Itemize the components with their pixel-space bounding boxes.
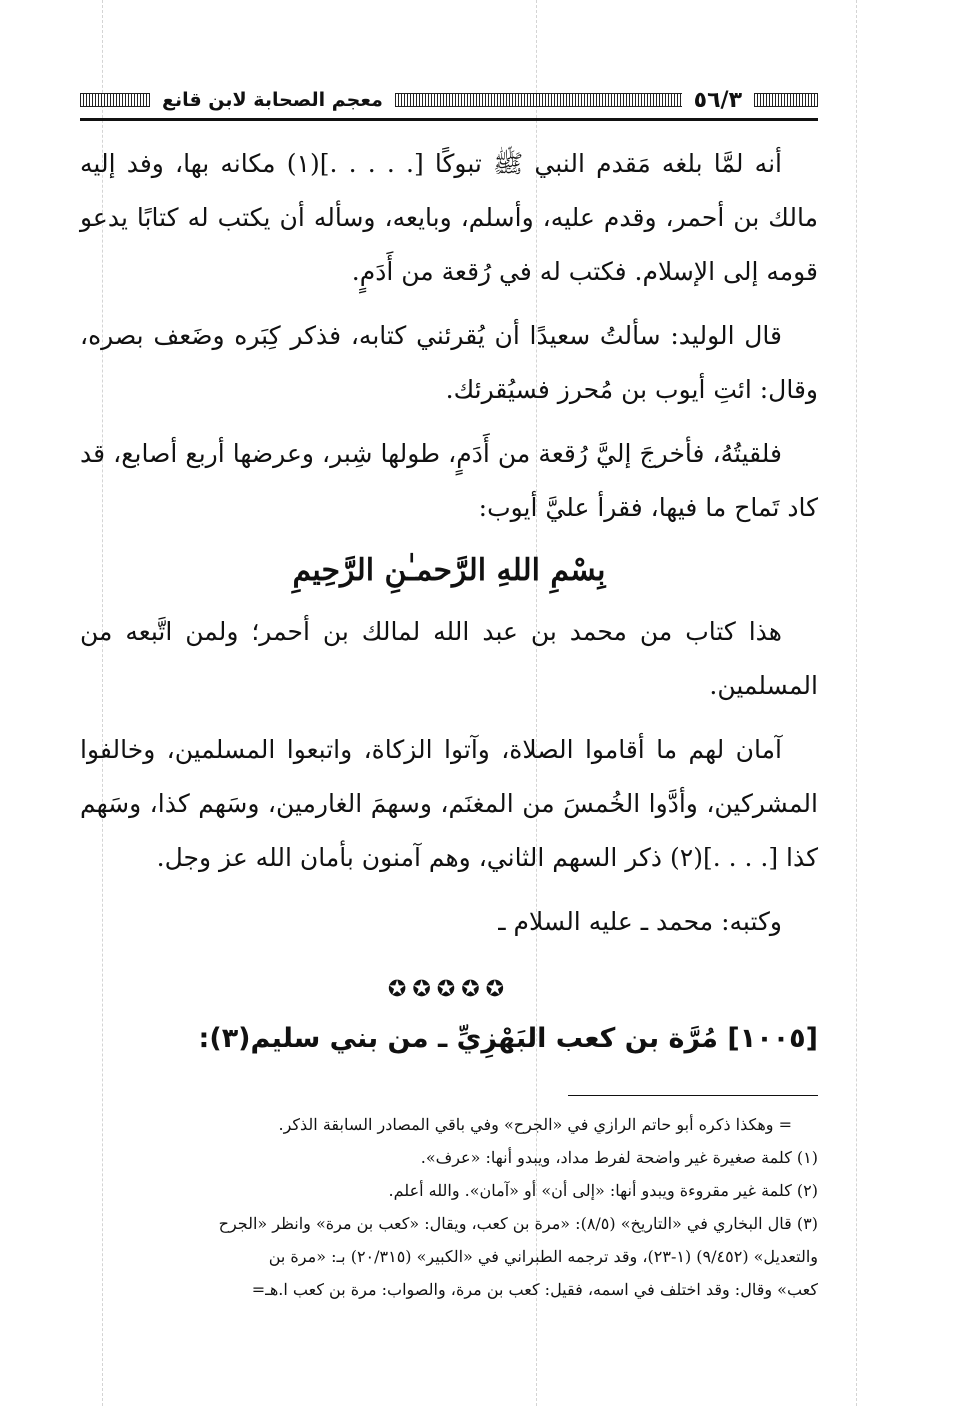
book-title: معجم الصحابة لابن قانع <box>162 89 383 111</box>
paragraph: هذا كتاب من محمد بن عبد الله لمالك بن أحمر؛ ولمن اتَّبعه من المسلمين. <box>80 617 818 700</box>
footnote-3-line: (٣) قال البخاري في «التاريخ» (٨/٥): «مرة بن كعب، ويقال: «كعب بن مرة» وانظر «الجرح <box>218 1214 818 1233</box>
paragraph: فلقيتُهُ، فأخرجَ إليَّ رُقعة من أَدَمٍ، طولها شِبر، وعرضها أربع أصابع، قد كاد تَماح ما فيها، فقرأ عليَّ أيوب: <box>80 439 818 522</box>
header-ornament <box>754 93 818 107</box>
header-ornament <box>80 93 150 107</box>
footnote-2: (٢) كلمة غير مقروءة ويبدو أنها: «إلى أن» أو «آمان». والله أعلم. <box>388 1181 818 1200</box>
basmala: بِسْمِ اللهِ الرَّحمـٰنِ الرَّحِيمِ <box>292 553 606 588</box>
footnote-3-line: كعب» وقال: وقد اختلف في اسمه، فقيل: كعب بن مرة، والصواب: مرة بن كعب ا.هـ= <box>251 1280 818 1299</box>
section-divider-ornament: ✪✪✪✪✪ <box>387 977 511 1002</box>
entry-heading: [١٠٠٥] مُرَّة بن كعب البَهْزِيِّ ـ من بني سليم(٣): <box>198 1023 818 1054</box>
scan-fold-line <box>856 0 857 1406</box>
footnote-continuation: = وهكذا ذكره أبو حاتم الرازي في «الجرح» وفي باقي المصادر السابقة الذكر. <box>278 1115 792 1134</box>
page-number: ٥٦/٣ <box>693 87 742 113</box>
footnote-1: (١) كلمة صغيرة غير واضحة لفرط مداد، ويبدو أنها: «عرف». <box>420 1148 818 1167</box>
main-text <box>80 137 818 1061</box>
paragraph: قال الوليد: سألتُ سعيدًا أن يُقرئني كتابه، فذكر كِبَره وضَعف بصره، وقال: ائتِ أيوب بن مُحرز فسيُقرئك. <box>80 321 818 404</box>
footnote-3-line: والتعديل» (٩/٤٥٢) (١-٢٣)، وقد ترجمه الطبراني في «الكبير» (٢٠/٣١٥) بـ: «مرة بن <box>268 1247 818 1266</box>
paragraph: آمان لهم ما أقاموا الصلاة، وآتوا الزكاة، واتبعوا المسلمين، وخالفوا المشركين، وأدَّوا الخُمسَ من المغنَم، وسهمَ الغارمين، وسَهم كذا، وسَهم كذا [. . . .](٢) ذكر السهم الثاني، وهم آمنون بأمان الله عز وجل. <box>80 735 818 872</box>
running-header <box>80 82 818 121</box>
header-ornament <box>395 93 682 107</box>
footnote-separator <box>568 1095 818 1096</box>
paragraph: أنه لمَّا بلغه مَقدم النبي ﷺ تبوكًا [. . . . .](١) مكانه بها، وفد إليه مالك بن أحمر، وقدم عليه، وأسلم، وبايعه، وسأله أن يكتب له كتابًا يدعو قومه إلى الإسلام. فكتب له في رُقعة من أَدَمٍ. <box>80 149 818 286</box>
footnotes <box>80 1108 818 1306</box>
signoff: وكتبه: محمد ـ عليه السلام ـ <box>498 907 782 936</box>
book-page <box>80 82 818 1306</box>
